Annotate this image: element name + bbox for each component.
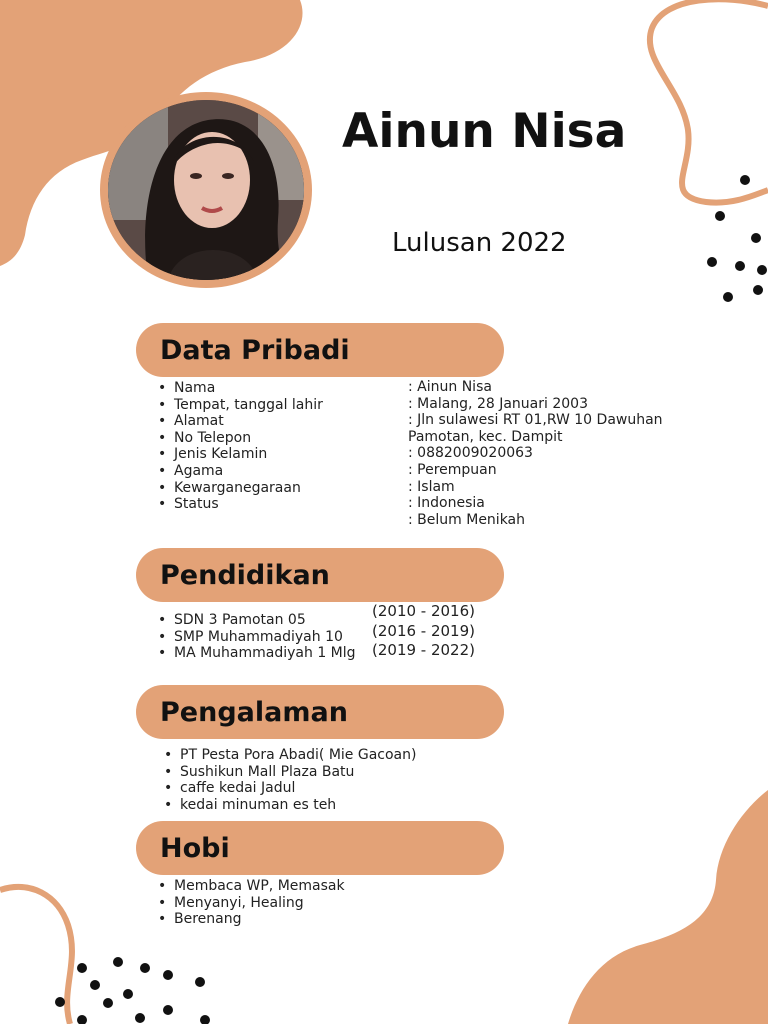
list-item: • Kewarganegaraan xyxy=(158,480,398,497)
list-item: • Status xyxy=(158,496,398,513)
value-item: : Islam xyxy=(408,478,455,495)
section-header-hobi xyxy=(136,821,504,875)
list-item: • SMP Muhammadiyah 10 xyxy=(158,629,368,646)
value-item: : Malang, 28 Januari 2003 xyxy=(408,395,588,412)
list-item: • MA Muhammadiyah 1 Mlg xyxy=(158,645,368,662)
bottom-left-dots xyxy=(55,957,210,1024)
experience-list xyxy=(164,747,464,813)
personal-values-list xyxy=(408,379,758,528)
graduation-year: Lulusan 2022 xyxy=(392,228,567,258)
section-header-pengalaman xyxy=(136,685,504,739)
year-item: (2010 - 2016) xyxy=(372,602,476,620)
top-right-outline-curve xyxy=(650,0,768,203)
value-item: : 0882009020063 xyxy=(408,445,533,462)
section-header-data-pribadi xyxy=(136,323,504,377)
list-item: • No Telepon xyxy=(158,430,398,447)
value-item: : Perempuan xyxy=(408,461,497,478)
education-years-list xyxy=(372,602,512,661)
list-item: • Sushikun Mall Plaza Batu xyxy=(164,764,464,781)
profile-photo xyxy=(108,100,304,280)
section-title: Data Pribadi xyxy=(160,334,350,366)
section-title: Pendidikan xyxy=(160,559,330,591)
person-name: Ainun Nisa xyxy=(342,104,627,159)
list-item: • Membaca WP, Memasak xyxy=(158,878,418,895)
section-title: Hobi xyxy=(160,832,230,864)
portrait-illustration xyxy=(108,100,304,280)
list-item: • caffe kedai Jadul xyxy=(164,780,464,797)
list-item: • Agama xyxy=(158,463,398,480)
value-item: : Ainun Nisa xyxy=(408,379,492,395)
list-item: • PT Pesta Pora Abadi( Mie Gacoan) xyxy=(164,747,464,764)
value-item: : Belum Menikah xyxy=(408,511,526,528)
list-item: • Menyanyi, Healing xyxy=(158,895,418,912)
year-item: (2016 - 2019) xyxy=(372,621,476,640)
education-list xyxy=(158,612,368,662)
section-title: Pengalaman xyxy=(160,696,348,728)
year-item: (2019 - 2022) xyxy=(372,641,476,659)
list-item: • Jenis Kelamin xyxy=(158,446,398,463)
list-item: • Nama xyxy=(158,380,398,397)
list-item: • kedai minuman es teh xyxy=(164,797,464,814)
hobby-list xyxy=(158,878,418,928)
value-item: Pamotan, kec. Dampit xyxy=(408,428,563,445)
section-header-pendidikan xyxy=(136,548,504,602)
list-item: • SDN 3 Pamotan 05 xyxy=(158,612,368,629)
profile-photo-frame xyxy=(100,92,312,288)
list-item: • Berenang xyxy=(158,911,418,928)
list-item: • Tempat, tanggal lahir xyxy=(158,397,398,414)
value-item: : Jln sulawesi RT 01,RW 10 Dawuhan xyxy=(408,412,663,429)
personal-labels-list xyxy=(158,380,398,513)
value-item: : Indonesia xyxy=(408,495,485,512)
list-item: • Alamat xyxy=(158,413,398,430)
bottom-right-blob xyxy=(568,790,768,1024)
